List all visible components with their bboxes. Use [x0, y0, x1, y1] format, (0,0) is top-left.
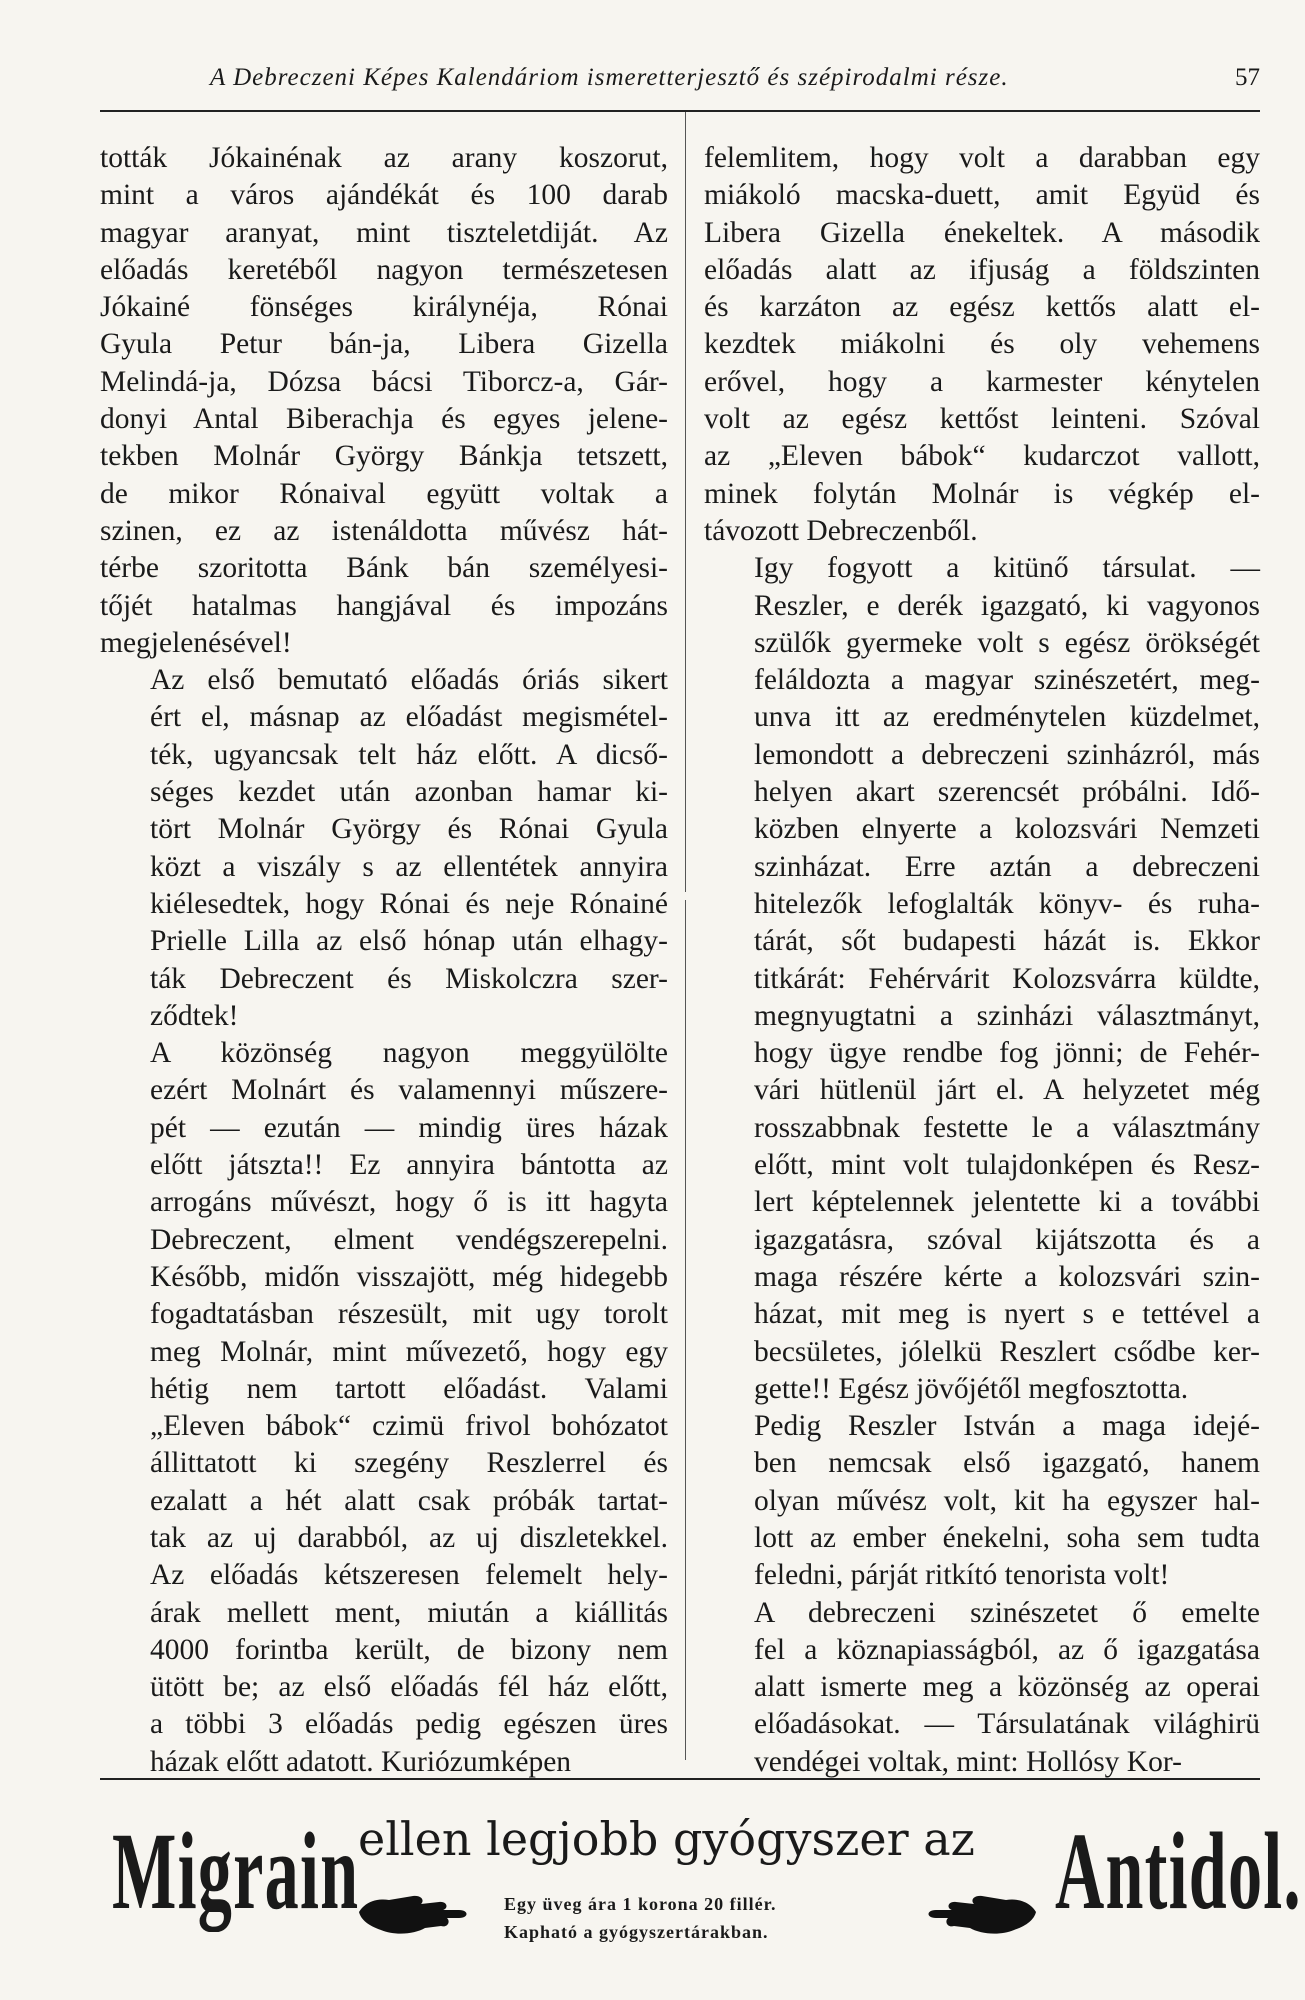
pointing-hand-icon: [355, 1884, 475, 1944]
text-line: Libera Gizella énekeltek. A második: [704, 216, 1260, 249]
text-line: unva itt az eredménytelen küzdelmet,: [754, 701, 1260, 734]
text-line: volt az egész kettőst leinteni. Szóval: [704, 403, 1260, 436]
text-line: 4000 forintba került, de bizony nem: [150, 1633, 668, 1666]
text-line: vendégei voltak, mint: Hollósy Kor-: [754, 1745, 1182, 1778]
page-header: [0, 62, 1260, 102]
text-line: „Eleven bábok“ czimü frivol bohózatot: [150, 1410, 668, 1443]
text-line: helyen akart szerencsét próbálni. Idő-: [754, 776, 1260, 809]
text-line: állittatott ki szegény Reszlerrel és: [150, 1447, 668, 1480]
right-column: [704, 140, 1260, 1781]
text-line: térbe szoritotta Bánk bán személyesi-: [100, 552, 668, 585]
text-line: a többi 3 előadás pedig egészen üres: [150, 1708, 668, 1741]
text-line: ezalatt a hét alatt csak próbák tartat-: [150, 1484, 668, 1517]
text-line: Az előadás kétszeresen felemelt hely-: [150, 1559, 668, 1592]
text-line: Később, midőn visszajött, még hidegebb: [150, 1260, 668, 1293]
text-line: A közönség nagyon meggyülölte: [150, 1037, 668, 1070]
text-line: titkárát: Fehérvárit Kolozsvárra küldte,: [754, 962, 1260, 995]
text-line: előadásokat. — Társulatának világhirü: [754, 1708, 1260, 1741]
paragraph: [704, 1595, 1260, 1781]
text-line: ződtek!: [150, 999, 239, 1032]
text-line: előadás alatt az ifjuság a földszinten: [704, 253, 1260, 286]
text-line: ért el, másnap az előadást megismétel-: [150, 701, 668, 734]
text-line: donyi Antal Biberachja és egyes jelene-: [100, 403, 668, 436]
text-line: lert képtelennek jelentette ki a további: [754, 1186, 1260, 1219]
text-line: hogy ügye rendbe fog jönni; de Fehér-: [754, 1037, 1260, 1070]
text-line: Reszler, e derék igazgató, ki vagyonos: [754, 589, 1260, 622]
text-line: kezdtek miákolni és oly vehemens: [704, 328, 1260, 361]
text-line: maga részére kérte a kolozsvári szin-: [754, 1260, 1260, 1293]
text-line: miákoló macska-duett, amit Együd és: [704, 179, 1260, 212]
paragraph: [704, 550, 1260, 1408]
text-line: előadás keretéből nagyon természetesen: [100, 253, 668, 286]
text-line: felemlitem, hogy volt a darabban egy: [704, 142, 1260, 174]
text-line: A debreczeni szinészetet ő emelte: [754, 1596, 1260, 1629]
text-line: ütött be; az első előadás fél ház előtt,: [150, 1671, 668, 1704]
text-line: árak mellett ment, miután a kiállitás: [150, 1596, 668, 1629]
paragraph: [704, 1408, 1260, 1594]
text-line: becsületes, jólelkü Reszlert csődbe ker-: [754, 1335, 1260, 1368]
text-line: vári hütlenül járt el. A helyzetet még: [754, 1074, 1260, 1107]
text-line: tekben Molnár György Bánkja tetszett,: [100, 440, 668, 473]
text-line: alatt ismerte meg a közönség az operai: [754, 1671, 1260, 1704]
text-line: ezért Molnárt és valamennyi műszere-: [150, 1074, 668, 1107]
text-line: mint a város ajándékát és 100 darab: [100, 179, 668, 212]
text-line: szinen, ez az istenáldotta művész hát-: [100, 514, 668, 547]
text-line: olyan művész volt, kit ha egyszer hal-: [754, 1484, 1260, 1517]
text-line: megjelenésével!: [100, 626, 292, 659]
text-line: feláldozta a magyar szinészetért, meg-: [754, 664, 1260, 697]
ad-price-line: Egy üveg ára 1 korona 20 fillér.: [504, 1894, 777, 1914]
text-line: ták Debreczent és Miskolczra szer-: [150, 962, 668, 995]
paragraph: [100, 140, 668, 662]
advertisement-rule: [100, 1778, 1260, 1780]
text-line: megnyugtatni a szinházi választmányt,: [754, 999, 1260, 1032]
text-line: tőjét hatalmas hangjával és impozáns: [100, 589, 668, 622]
page-number: 57: [1235, 64, 1260, 91]
ad-migrain-word: Migrain: [112, 1810, 360, 1932]
text-line: feledni, párját ritkító tenorista volt!: [754, 1559, 1170, 1592]
text-line: közben elnyerte a kolozsvári Nemzeti: [754, 813, 1260, 846]
text-line: házat, mit meg is nyert s e tettével a: [754, 1298, 1260, 1331]
text-line: Az első bemutató előadás óriás sikert: [150, 664, 668, 697]
ad-antidol-word: Antidol.: [1055, 1810, 1302, 1932]
text-line: ben nemcsak első igazgató, hanem: [754, 1447, 1260, 1480]
header-rule: [100, 110, 1260, 112]
text-line: Debreczent, elment vendégszerepelni.: [150, 1223, 668, 1256]
paragraph: [100, 662, 668, 1035]
left-column: [100, 140, 668, 1781]
text-line: pét — ezután — mindig üres házak: [150, 1111, 668, 1144]
text-line: meg Molnár, mint művezető, hogy egy: [150, 1335, 668, 1368]
text-line: tották Jókainénak az arany koszorut,: [100, 142, 668, 174]
text-line: magyar aranyat, mint tiszteletdiját. Az: [100, 216, 668, 249]
text-line: és karzáton az egész kettős alatt el-: [704, 291, 1260, 324]
text-line: minek folytán Molnár is végkép el-: [704, 477, 1260, 510]
text-line: az „Eleven bábok“ kudarczot vallott,: [704, 440, 1260, 473]
text-line: hétig nem tartott előadást. Valami: [150, 1372, 668, 1405]
text-line: de mikor Rónaival együtt voltak a: [100, 477, 668, 510]
text-line: Gyula Petur bán-ja, Libera Gizella: [100, 328, 668, 361]
text-line: Prielle Lilla az első hónap után elhagy-: [150, 925, 668, 958]
text-line: erővel, hogy a karmester kénytelen: [704, 365, 1260, 398]
ad-headline: ellen legjobb gyógyszer az: [358, 1812, 975, 1866]
text-line: Igy fogyott a kitünő társulat. —: [754, 552, 1260, 585]
text-line: lott az ember énekelni, soha sem tudta: [754, 1521, 1260, 1554]
advertisement: [100, 1788, 1302, 1958]
column-divider: [685, 112, 686, 892]
text-line: szinházat. Erre aztán a debreczeni: [754, 850, 1260, 883]
text-line: arrogáns művészt, hogy ő is itt hagyta: [150, 1186, 668, 1219]
text-line: igazgatásra, szóval kijátszotta és a: [754, 1223, 1260, 1256]
running-title: A Debreczeni Képes Kalendáriom ismeretterjesztő és szépirodalmi része.: [210, 64, 1009, 91]
column-divider-lower: [685, 900, 686, 1760]
text-line: fel a köznapiasságból, az ő igazgatása: [754, 1633, 1260, 1666]
text-line: lemondott a debreczeni szinházról, más: [754, 738, 1260, 771]
text-line: házak előtt adatott. Kuriózumképen: [150, 1745, 572, 1778]
text-line: szülők gyermeke volt s egész örökségét: [754, 626, 1260, 659]
text-line: Jókainé fönséges királynéja, Rónai: [100, 291, 668, 324]
text-line: kiélesedtek, hogy Rónai és neje Rónainé: [150, 887, 668, 920]
text-line: közt a viszály s az ellentétek annyira: [150, 850, 668, 883]
text-line: gette!! Egész jövőjétől megfosztotta.: [754, 1372, 1189, 1405]
paragraph: [704, 140, 1260, 550]
text-line: Pedig Reszler István a maga idejé-: [754, 1410, 1260, 1443]
text-line: Melindá-ja, Dózsa bácsi Tiborcz-a, Gár-: [100, 365, 668, 398]
text-line: ték, ugyancsak telt ház előtt. A dicső-: [150, 738, 668, 771]
paragraph: [100, 1035, 668, 1781]
text-line: fogadtatásban részesült, mit ugy torolt: [150, 1298, 668, 1331]
text-line: rosszabbnak festette le a választmány: [754, 1111, 1260, 1144]
pointing-hand-icon-right: [920, 1884, 1040, 1944]
text-line: tak az uj darabból, az uj diszletekkel.: [150, 1521, 668, 1554]
text-line: séges kezdet után azonban hamar ki-: [150, 776, 668, 809]
text-line: előtt játszta!! Ez annyira bántotta az: [150, 1149, 668, 1182]
text-line: hitelezők lefoglalták könyv- és ruha-: [754, 887, 1260, 920]
text-line: előtt, mint volt tulajdonképen és Resz-: [754, 1149, 1260, 1182]
ad-availability-line: Kapható a gyógyszertárakban.: [504, 1922, 769, 1942]
text-line: tárát, sőt budapesti házát is. Ekkor: [754, 925, 1260, 958]
text-line: tört Molnár György és Rónai Gyula: [150, 813, 668, 846]
text-line: távozott Debreczenből.: [704, 514, 978, 547]
